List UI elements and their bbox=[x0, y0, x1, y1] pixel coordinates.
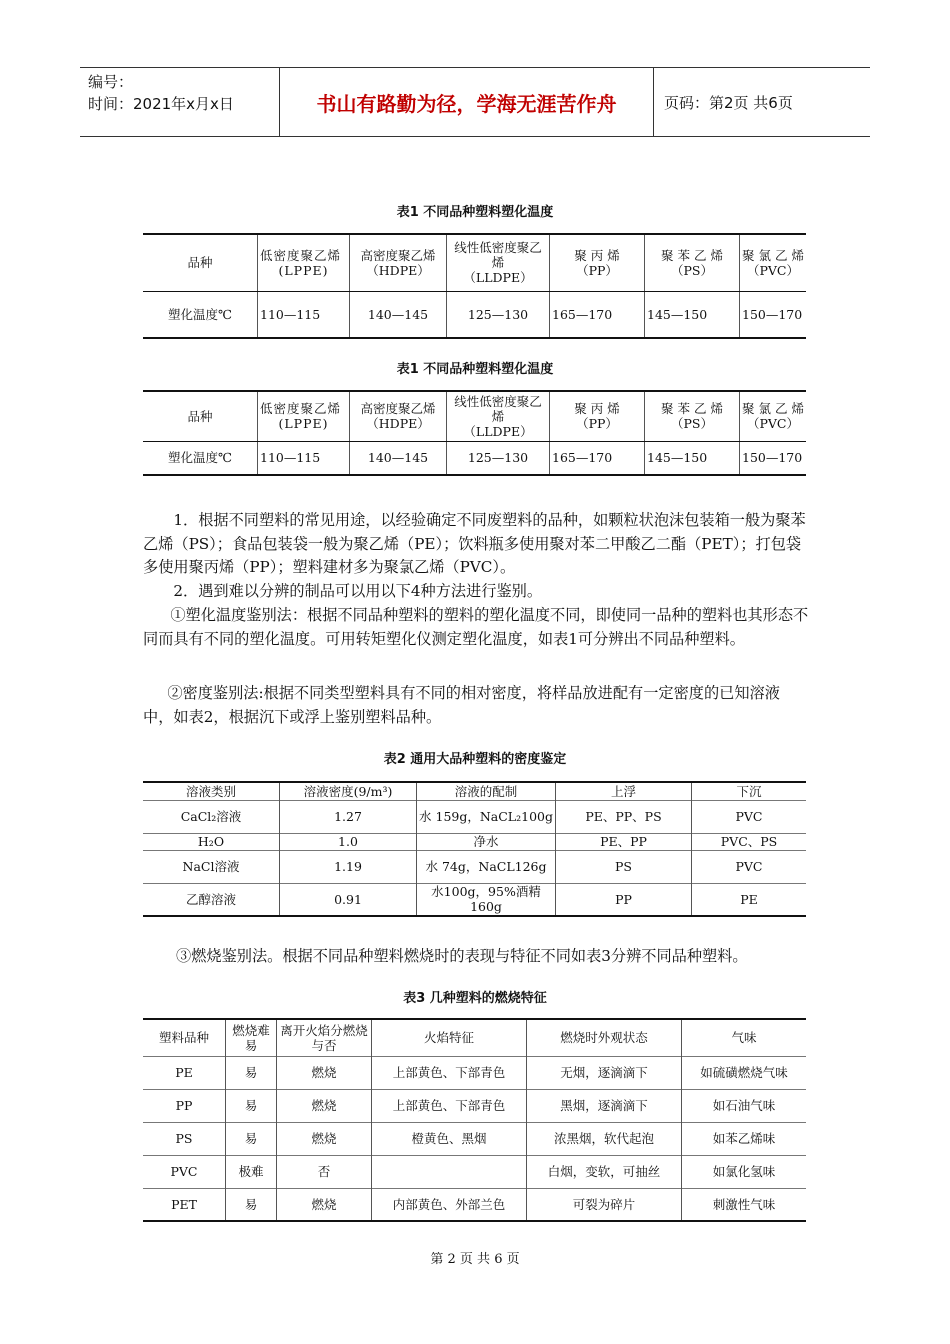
table3-cell: 易 bbox=[226, 1089, 277, 1122]
table1-value: 140—145 bbox=[350, 291, 447, 338]
table3-cell: 内部黄色、外部兰色 bbox=[372, 1188, 527, 1221]
table3-cell: 如苯乙烯味 bbox=[682, 1122, 807, 1155]
table3-cell: PP bbox=[143, 1089, 226, 1122]
table-row bbox=[143, 1188, 806, 1221]
table2-cell: PP bbox=[556, 883, 692, 916]
table2-cell: 水 159g，NaCL₂100g bbox=[417, 800, 556, 833]
table1-caption: 表1 不同品种塑料塑化温度 bbox=[396, 205, 554, 220]
table1-header-cell: 聚 丙 烯 （PP） bbox=[550, 391, 645, 441]
table2-cell: 水100g，95%酒精160g bbox=[417, 883, 556, 916]
header-motto: 书山有路勤为径，学海无涯苦作舟 bbox=[280, 68, 654, 136]
table3-cell bbox=[372, 1155, 527, 1188]
table-row bbox=[143, 1056, 806, 1089]
table-row bbox=[143, 1155, 806, 1188]
table3-cell: 刺激性气味 bbox=[682, 1188, 807, 1221]
table2-cell: NaCl溶液 bbox=[143, 850, 280, 883]
table1-repeat-caption: 表1 不同品种塑料塑化温度 bbox=[396, 362, 554, 377]
table2-cell: 水 74g，NaCL126g bbox=[417, 850, 556, 883]
table2-cell: PVC、PS bbox=[692, 833, 807, 850]
paragraph-5: ③燃烧鉴别法。根据不同品种塑料燃烧时的表现与特征不同如表3分辨不同品种塑料。 bbox=[176, 947, 748, 965]
table2-header-cell: 下沉 bbox=[692, 782, 807, 800]
table3-header-cell: 塑料品种 bbox=[158, 1030, 209, 1046]
table-row bbox=[143, 1089, 806, 1122]
table2-header-cell: 溶液的配制 bbox=[417, 782, 556, 800]
table3-cell: 可裂为碎片 bbox=[527, 1188, 682, 1221]
table3-cell: 浓黑烟，软代起泡 bbox=[527, 1122, 682, 1155]
table2-cell: PE、PP bbox=[556, 833, 692, 850]
table1-header-cell: 线性低密度聚乙烯 （LLDPE） bbox=[447, 234, 550, 291]
table1-header-cell: 高密度聚乙烯 （HDPE） bbox=[350, 234, 447, 291]
table3-cell: 燃烧 bbox=[277, 1089, 372, 1122]
table1-value: 110—115 bbox=[258, 291, 350, 338]
paragraph-2: 2．遇到难以分辨的制品可以用以下4种方法进行鉴别。 bbox=[173, 582, 543, 600]
table1-header-cell: 聚 苯 乙 烯 （PS） bbox=[645, 391, 740, 441]
table2-cell: 1.0 bbox=[280, 833, 417, 850]
header-page-label: 页码：第2页 共6页 bbox=[664, 93, 793, 112]
table2 bbox=[143, 781, 806, 917]
table3-cell: 燃烧 bbox=[277, 1056, 372, 1089]
paragraph-1: 1．根据不同塑料的常见用途，以经验确定不同废塑料的品种，如颗粒状泡沫包装箱一般为聚苯乙烯（PS）；食品包装袋一般为聚乙烯（PE）；饮料瓶多使用聚对苯二甲酸乙二酯（PET）；打包袋多使用聚丙烯（PP）；塑料建材多为聚氯乙烯（PVC）。 bbox=[143, 511, 806, 576]
paragraph-4: ②密度鉴别法:根据不同类型塑料具有不同的相对密度，将样品放进配有一定密度的已知溶液中，如表2，根据沉下或浮上鉴别塑料品种。 bbox=[143, 684, 780, 726]
table2-cell: H₂O bbox=[143, 833, 280, 850]
table1-value: 125—130 bbox=[447, 291, 550, 338]
table-row bbox=[143, 833, 806, 850]
table3-cell: PVC bbox=[143, 1155, 226, 1188]
table1-header-cell: 品种 bbox=[143, 391, 258, 441]
table1-value: 150—170 bbox=[740, 291, 807, 338]
table3-header-cell: 离开火焰分燃烧与否 bbox=[277, 1019, 372, 1056]
table2-header-cell: 溶液密度(9/m³) bbox=[280, 782, 417, 800]
table1-value: 145—150 bbox=[645, 441, 740, 475]
table1 bbox=[143, 233, 806, 339]
table3-cell: 无烟，逐滴滴下 bbox=[527, 1056, 682, 1089]
table2-cell: PVC bbox=[692, 850, 807, 883]
table1-value: 145—150 bbox=[645, 291, 740, 338]
table2-cell: 1.27 bbox=[280, 800, 417, 833]
table-row bbox=[143, 800, 806, 833]
table1-header-cell: 聚 氯 乙 烯 （PVC） bbox=[740, 391, 807, 441]
table1-value: 140—145 bbox=[350, 441, 447, 475]
table2-header-cell: 上浮 bbox=[556, 782, 692, 800]
table3-cell: 黑烟，逐滴滴下 bbox=[527, 1089, 682, 1122]
time-label: 时间：2021年x月x日 bbox=[88, 95, 234, 113]
table3-cell: PET bbox=[143, 1188, 226, 1221]
table2-cell: CaCl₂溶液 bbox=[143, 800, 280, 833]
table1-row-label: 塑化温度℃ bbox=[168, 450, 232, 466]
table3-cell: 白烟，变软，可抽丝 bbox=[527, 1155, 682, 1188]
table1-value: 165—170 bbox=[550, 441, 645, 475]
paragraph-3: ①塑化温度鉴别法：根据不同品种塑料的塑料的塑化温度不同，即使同一品种的塑料也其形态不同而具有不同的塑化温度。可用转矩塑化仪测定塑化温度，如表1可分辨出不同品种塑料。 bbox=[143, 606, 809, 648]
table3-cell: 如氯化氢味 bbox=[682, 1155, 807, 1188]
table3-cell: 易 bbox=[226, 1188, 277, 1221]
page-footer: 第 2 页 共 6 页 bbox=[430, 1252, 520, 1267]
table1-value: 125—130 bbox=[447, 441, 550, 475]
table2-cell: 0.91 bbox=[280, 883, 417, 916]
table3-cell: 燃烧 bbox=[277, 1122, 372, 1155]
table2-cell: 1.19 bbox=[280, 850, 417, 883]
table2-cell: PS bbox=[556, 850, 692, 883]
table3-cell: 否 bbox=[277, 1155, 372, 1188]
table3-cell: PS bbox=[143, 1122, 226, 1155]
header-meta bbox=[80, 68, 280, 136]
table3-cell: 易 bbox=[226, 1122, 277, 1155]
table2-header-cell: 溶液类别 bbox=[185, 783, 236, 799]
table3-caption: 表3 几种塑料的燃烧特征 bbox=[403, 991, 547, 1006]
number-label: 编号： bbox=[88, 73, 134, 91]
table-row bbox=[143, 1122, 806, 1155]
table-row bbox=[143, 850, 806, 883]
table2-cell: PVC bbox=[692, 800, 807, 833]
table3-header-cell: 火焰特征 bbox=[372, 1019, 527, 1056]
table1-header-cell: 高密度聚乙烯 （HDPE） bbox=[350, 391, 447, 441]
table1-header-cell: 聚 氯 乙 烯 （PVC） bbox=[740, 234, 807, 291]
table3-cell: 如硫磺燃烧气味 bbox=[682, 1056, 807, 1089]
table2-caption: 表2 通用大品种塑料的密度鉴定 bbox=[383, 752, 567, 767]
table3-header-cell: 燃烧时外观状态 bbox=[527, 1019, 682, 1056]
table3-cell: 易 bbox=[226, 1056, 277, 1089]
table3-cell: 如石油气味 bbox=[682, 1089, 807, 1122]
table1-header-cell: 品种 bbox=[143, 234, 258, 291]
table2-cell: PE bbox=[692, 883, 807, 916]
table1-value: 165—170 bbox=[550, 291, 645, 338]
table1-repeat bbox=[143, 390, 806, 476]
table3-cell: 燃烧 bbox=[277, 1188, 372, 1221]
table1-header-cell: 低密度聚乙烯 (LPPE) bbox=[258, 234, 350, 291]
table1-value: 110—115 bbox=[258, 441, 350, 475]
table1-header-cell: 聚 苯 乙 烯 （PS） bbox=[645, 234, 740, 291]
table2-cell: 净水 bbox=[417, 833, 556, 850]
table2-cell: PE、PP、PS bbox=[556, 800, 692, 833]
table1-header-cell: 低密度聚乙烯 (LPPE) bbox=[258, 391, 350, 441]
table1-header-cell: 线性低密度聚乙烯 （LLDPE） bbox=[447, 391, 550, 441]
table1-row-label: 塑化温度℃ bbox=[168, 306, 232, 322]
table1-header-cell: 聚 丙 烯 （PP） bbox=[550, 234, 645, 291]
table3-cell: 上部黄色、下部青色 bbox=[372, 1056, 527, 1089]
table3-header-cell: 气味 bbox=[682, 1019, 807, 1056]
table3-header-cell: 燃烧难易 bbox=[226, 1019, 277, 1056]
table3-cell: PE bbox=[143, 1056, 226, 1089]
table3-cell: 上部黄色、下部青色 bbox=[372, 1089, 527, 1122]
table3-cell: 极难 bbox=[226, 1155, 277, 1188]
table-row bbox=[143, 883, 806, 916]
page-header bbox=[80, 67, 870, 137]
table3-cell: 橙黄色、黑烟 bbox=[372, 1122, 527, 1155]
table3 bbox=[143, 1018, 806, 1222]
table1-value: 150—170 bbox=[740, 441, 807, 475]
table2-cell: 乙醇溶液 bbox=[143, 883, 280, 916]
